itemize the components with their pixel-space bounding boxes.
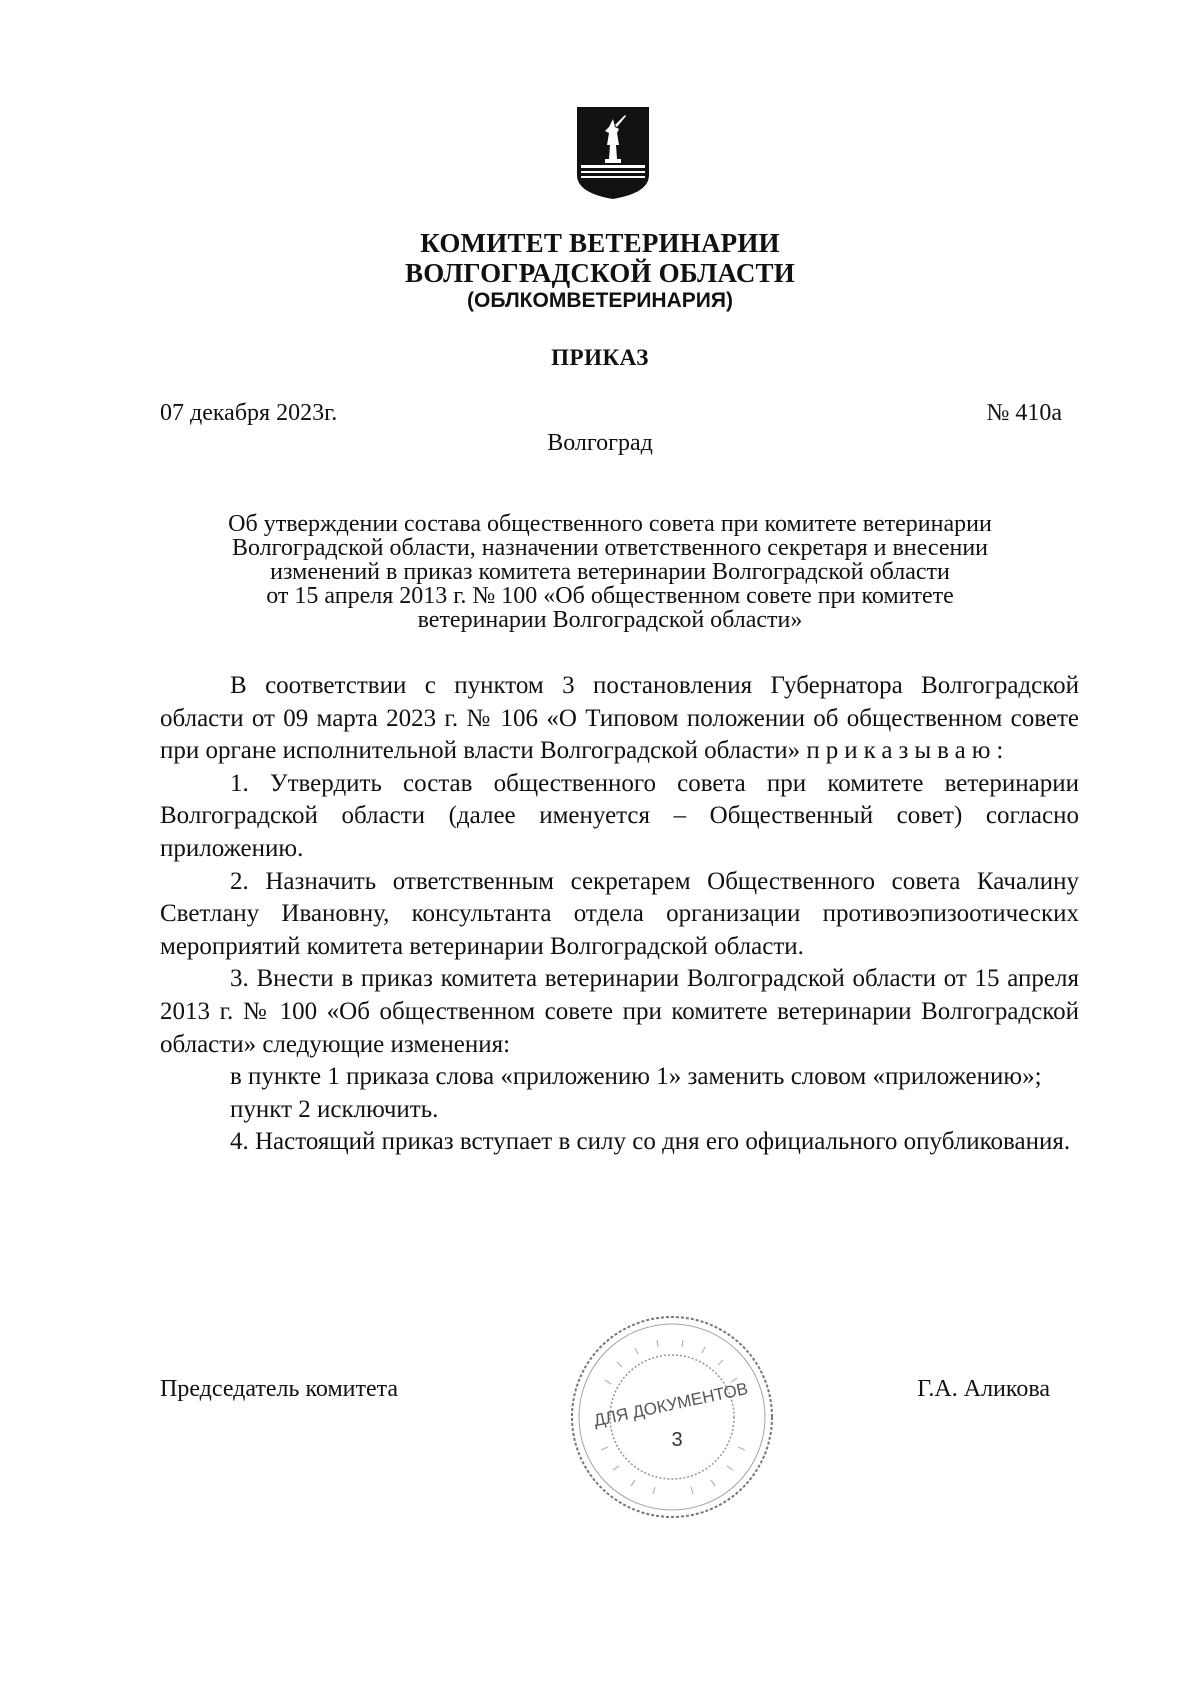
signatory-position: Председатель комитета xyxy=(160,1376,399,1402)
preamble-text: В соответствии с пунктом 3 постановления Губернатора Волгоградской области от 09 марта 2023 г. № 106 «О Типовом положении об общественном совете при органе исполнительной власти Волгоградской области» xyxy=(160,672,1079,765)
stamp-center-text: ДЛЯ ДОКУМЕНТОВ xyxy=(591,1378,750,1431)
seal-icon xyxy=(565,1310,780,1525)
document-title: ПРИКАЗ xyxy=(551,345,649,370)
org-name-line2: ВОЛГОГРАДСКОЙ ОБЛАСТИ xyxy=(405,258,795,288)
item-3: 3. Внести в приказ комитета ветеринарии Волгоградской области от 15 апреля 2013 г. № 100 «Об общественном совете при комитете ветеринарии Волгоградской области» следующие изменения: xyxy=(160,965,1079,1058)
document-body xyxy=(160,670,1079,1159)
signatory-name: Г.А. Аликова xyxy=(917,1376,1050,1402)
item-3-change-b: пункт 2 исключить. xyxy=(230,1095,439,1123)
subject-line: изменений в приказ комитета ветеринарии Волгоградской области xyxy=(270,559,950,585)
stamp-number: 3 xyxy=(671,1429,683,1451)
item-2: 2. Назначить ответственным секретарем Общественного совета Качалину Светлану Ивановну, консультанта отдела организации противоэпизоотических мероприятий комитета ветеринарии Волгоградской области. xyxy=(160,867,1079,960)
item-1: 1. Утвердить состав общественного совета при комитете ветеринарии Волгоградской области (далее именуется – Общественный совет) согласно приложению. xyxy=(160,769,1079,862)
item-3-change-a: в пункте 1 приказа слова «приложению 1» заменить словом «приложению»; xyxy=(230,1063,1042,1091)
document-subject xyxy=(140,512,1080,632)
document-date: 07 декабря 2023г. xyxy=(160,400,338,426)
subject-line: Волгоградской области, назначении ответственного секретаря и внесении xyxy=(231,535,989,561)
document-number: № 410а xyxy=(986,400,1062,426)
coat-of-arms-icon xyxy=(575,105,651,201)
document-city: Волгоград xyxy=(547,430,653,456)
subject-line: Об утверждении состава общественного совета при комитете ветеринарии xyxy=(228,511,992,537)
subject-line: ветеринарии Волгоградской области» xyxy=(417,607,803,633)
subject-line: от 15 апреля 2013 г. № 100 «Об общественном совете при комитете xyxy=(266,583,954,609)
org-name-line1: КОМИТЕТ ВЕТЕРИНАРИИ xyxy=(420,228,780,258)
org-abbreviation: (ОБЛКОМВЕТЕРИНАРИЯ) xyxy=(467,289,733,312)
item-4: 4. Настоящий приказ вступает в силу со дня его официального опубликования. xyxy=(230,1128,1071,1156)
preamble-paragraph xyxy=(160,670,1079,768)
order-word: приказываю: xyxy=(806,737,1010,765)
